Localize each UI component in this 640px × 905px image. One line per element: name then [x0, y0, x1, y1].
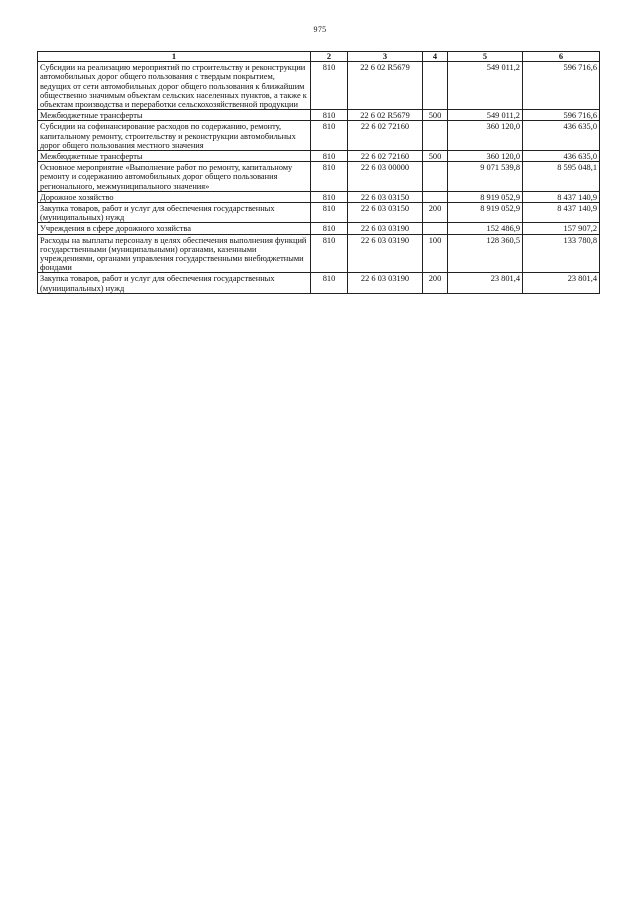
row-ministry: 810 [311, 62, 348, 110]
row-value-5: 9 071 539,8 [448, 162, 523, 192]
table-row [38, 162, 600, 192]
row-value-5: 549 011,2 [448, 110, 523, 121]
row-code: 22 6 02 R5679 [348, 62, 423, 110]
row-code: 22 6 03 03190 [348, 223, 423, 234]
row-value-6: 436 635,0 [523, 151, 600, 162]
row-type: 500 [423, 110, 448, 121]
row-type [423, 62, 448, 110]
row-name: Межбюджетные трансферты [38, 110, 311, 121]
row-value-5: 360 120,0 [448, 151, 523, 162]
col-header-1: 1 [38, 52, 311, 62]
row-value-6: 596 716,6 [523, 110, 600, 121]
row-value-6: 596 716,6 [523, 62, 600, 110]
row-code: 22 6 03 03150 [348, 203, 423, 223]
table-row [38, 110, 600, 121]
row-value-5: 152 486,9 [448, 223, 523, 234]
row-code: 22 6 03 03190 [348, 273, 423, 293]
row-ministry: 810 [311, 191, 348, 202]
row-value-6: 157 907,2 [523, 223, 600, 234]
page-number: 975 [313, 25, 327, 34]
row-name: Субсидии на софинансирование расходов по содержанию, ремонту, капитальному ремонту, строительству и реконструкции автомобильных дорог общего пользования местного значения [38, 121, 311, 151]
table-row [38, 223, 600, 234]
table-row [38, 151, 600, 162]
row-name: Учреждения в сфере дорожного хозяйства [38, 223, 311, 234]
row-value-6: 8 437 140,9 [523, 191, 600, 202]
table-row [38, 62, 600, 110]
table-row [38, 234, 600, 273]
row-code: 22 6 03 03150 [348, 191, 423, 202]
row-type [423, 121, 448, 151]
table-row [38, 121, 600, 151]
row-ministry: 810 [311, 121, 348, 151]
row-value-5: 23 801,4 [448, 273, 523, 293]
row-ministry: 810 [311, 203, 348, 223]
row-ministry: 810 [311, 151, 348, 162]
row-type [423, 162, 448, 192]
row-value-5: 128 360,5 [448, 234, 523, 273]
budget-table [37, 51, 600, 294]
row-type: 200 [423, 203, 448, 223]
row-ministry: 810 [311, 273, 348, 293]
row-ministry: 810 [311, 223, 348, 234]
row-value-5: 8 919 052,9 [448, 191, 523, 202]
row-ministry: 810 [311, 162, 348, 192]
table-row [38, 191, 600, 202]
row-name: Межбюджетные трансферты [38, 151, 311, 162]
row-ministry: 810 [311, 234, 348, 273]
row-ministry: 810 [311, 110, 348, 121]
col-header-4: 4 [423, 52, 448, 62]
row-value-6: 8 437 140,9 [523, 203, 600, 223]
row-type: 500 [423, 151, 448, 162]
row-code: 22 6 03 00000 [348, 162, 423, 192]
row-name: Закупка товаров, работ и услуг для обеспечения государственных (муниципальных) нужд [38, 203, 311, 223]
header-row [38, 52, 600, 62]
row-value-5: 8 919 052,9 [448, 203, 523, 223]
row-value-6: 133 780,8 [523, 234, 600, 273]
row-value-6: 436 635,0 [523, 121, 600, 151]
row-type [423, 223, 448, 234]
row-value-6: 8 595 048,1 [523, 162, 600, 192]
row-value-5: 360 120,0 [448, 121, 523, 151]
row-name: Закупка товаров, работ и услуг для обеспечения государственных (муниципальных) нужд [38, 273, 311, 293]
row-name: Дорожное хозяйство [38, 191, 311, 202]
row-value-6: 23 801,4 [523, 273, 600, 293]
row-code: 22 6 02 R5679 [348, 110, 423, 121]
row-code: 22 6 02 72160 [348, 151, 423, 162]
col-header-5: 5 [448, 52, 523, 62]
row-name: Расходы на выплаты персоналу в целях обеспечения выполнения функций государственными (муниципальными) органами, казенными учреждениями, органами управления государственными внебюджетными фондами [38, 234, 311, 273]
row-code: 22 6 02 72160 [348, 121, 423, 151]
row-type [423, 191, 448, 202]
row-value-5: 549 011,2 [448, 62, 523, 110]
col-header-6: 6 [523, 52, 600, 62]
table-row [38, 273, 600, 293]
row-type: 200 [423, 273, 448, 293]
row-code: 22 6 03 03190 [348, 234, 423, 273]
row-name: Основное мероприятие «Выполнение работ по ремонту, капитальному ремонту и содержанию автомобильных дорог общего пользования регионального, межмуниципального значения» [38, 162, 311, 192]
col-header-2: 2 [311, 52, 348, 62]
row-type: 100 [423, 234, 448, 273]
table-row [38, 203, 600, 223]
col-header-3: 3 [348, 52, 423, 62]
row-name: Субсидии на реализацию мероприятий по строительству и реконструкции автомобильных дорог общего пользования с твердым покрытием, ведущих от сети автомобильных дорог общего пользования к ближайшим общественно значимым объектам сельских населенных пунктов, а также к объектам производства и переработки сельскохозяйственной продукции [38, 62, 311, 110]
